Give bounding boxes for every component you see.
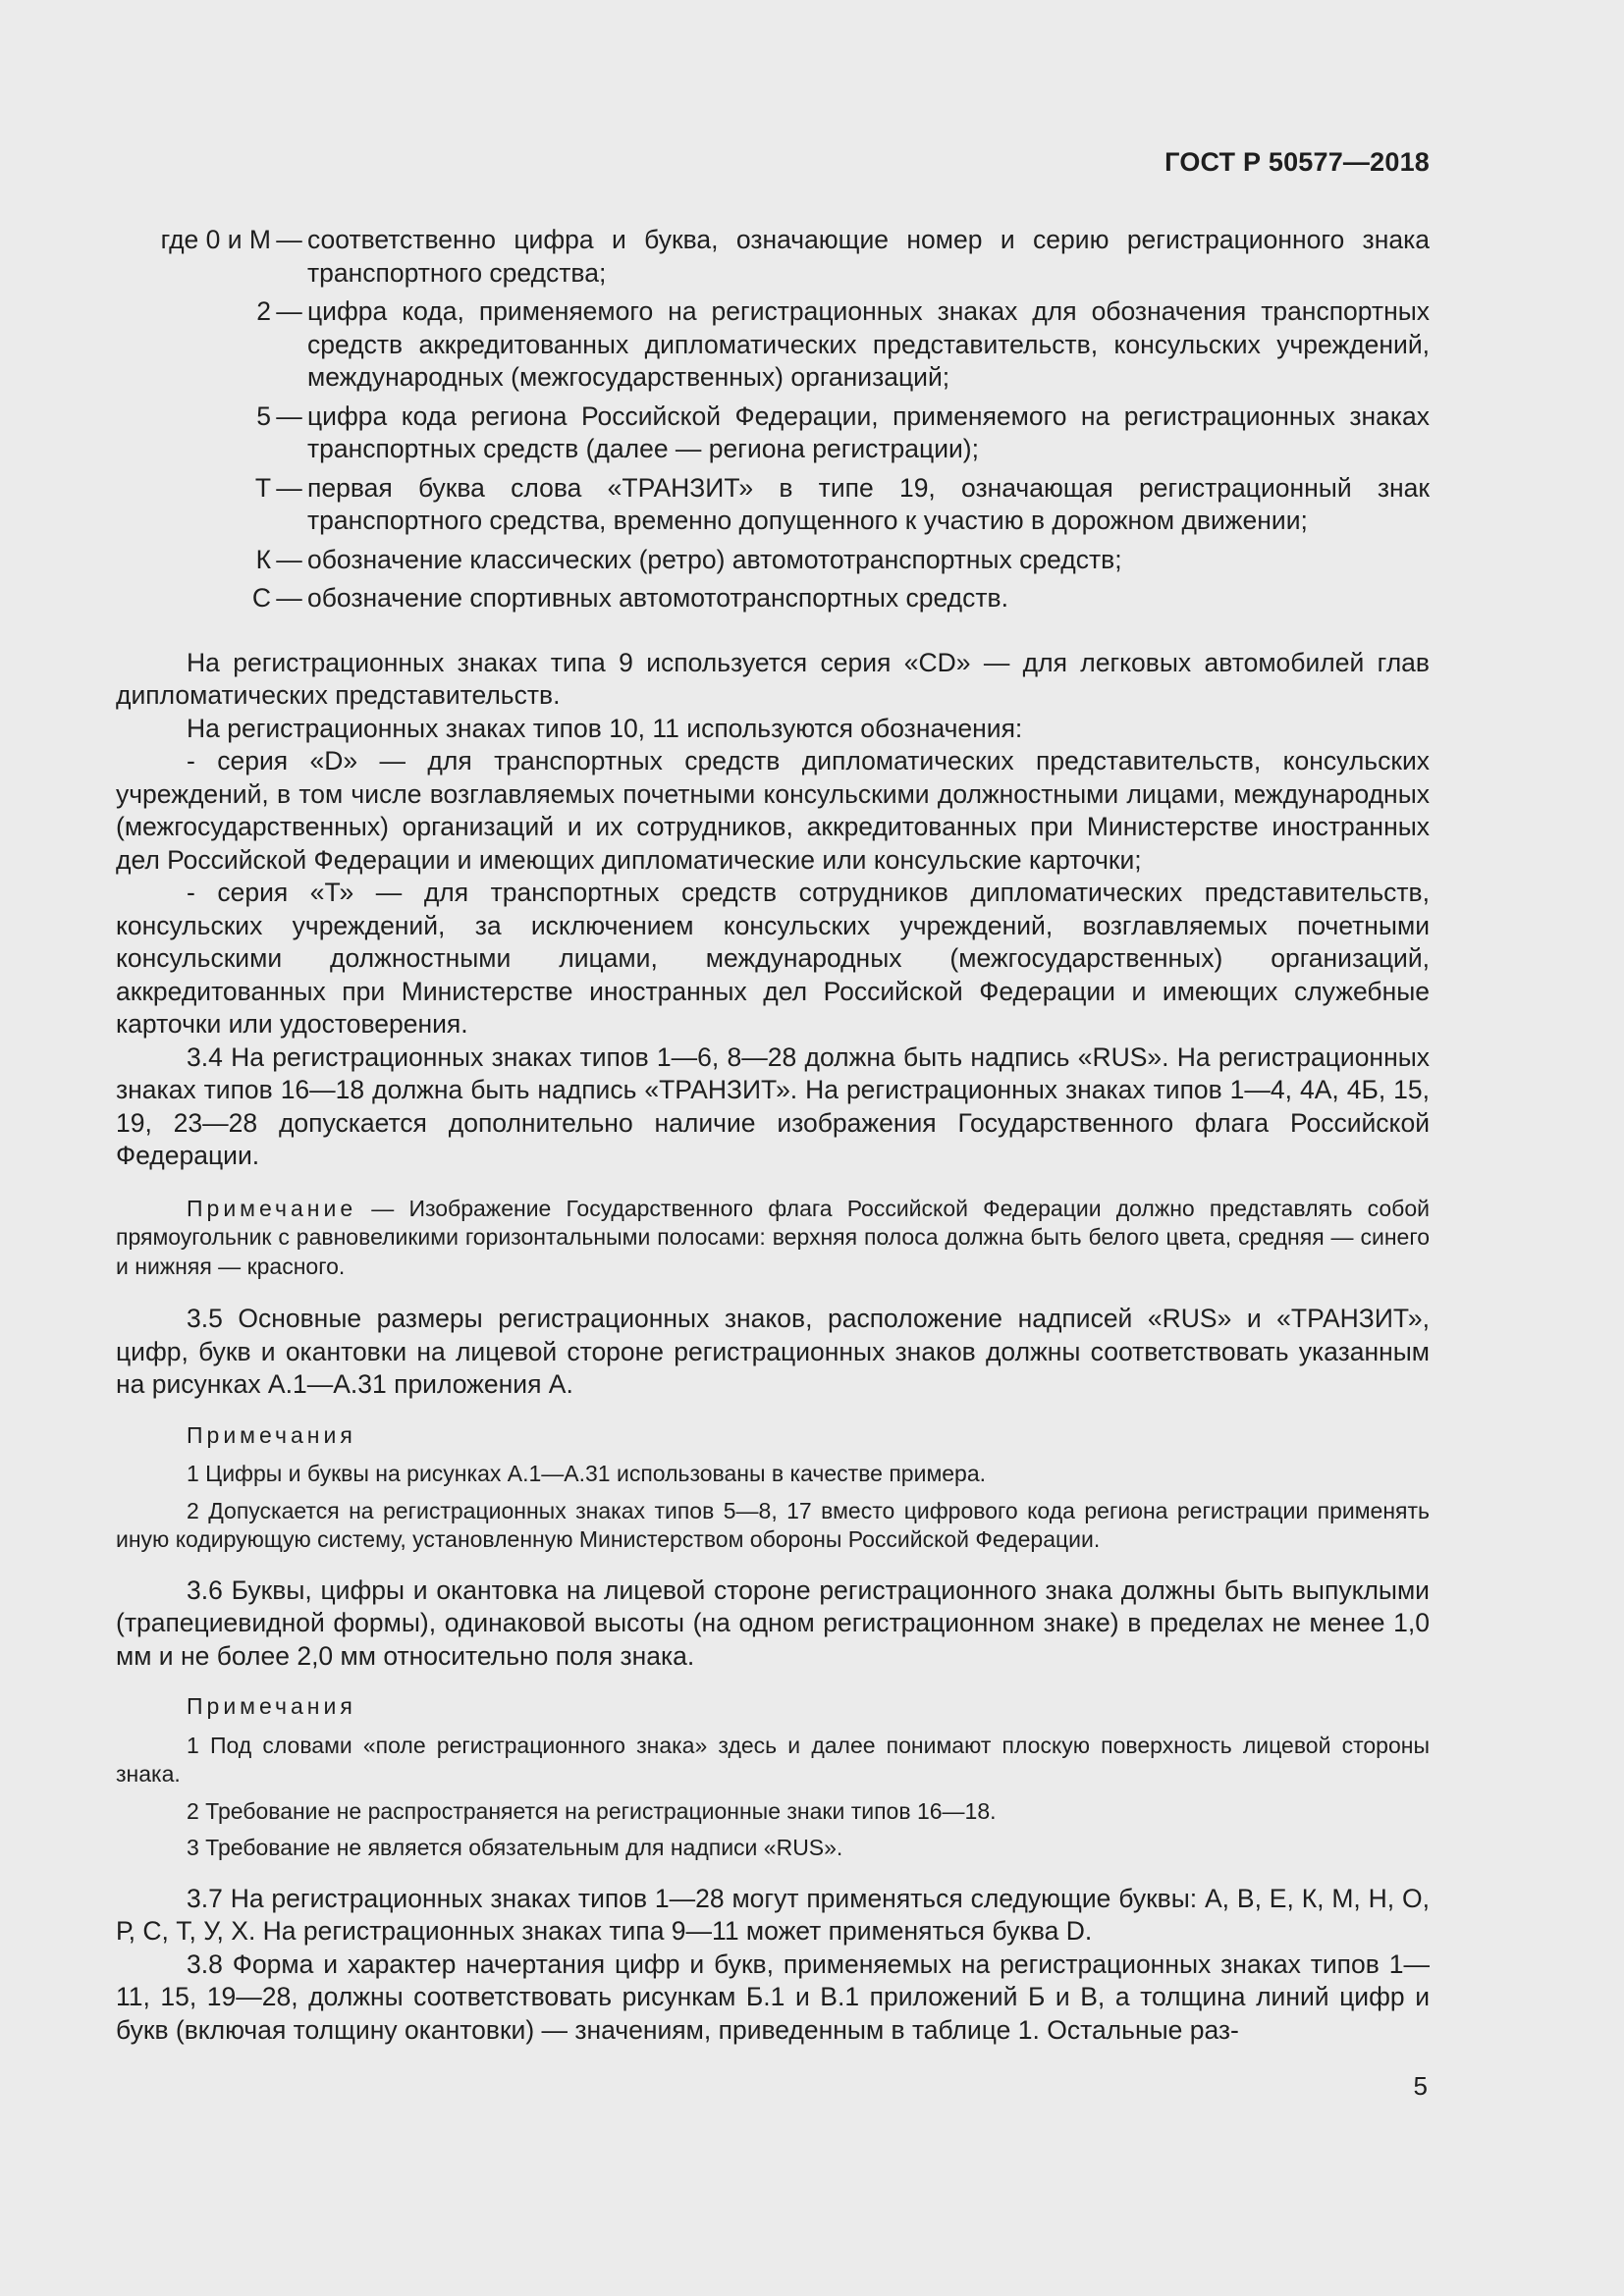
definition-item <box>116 544 1430 577</box>
definition-desc: первая буква слова «ТРАНЗИТ» в типе 19, означающая регистрационный знак транспортного средства, временно допущенного к участию в дорожном движении; <box>307 472 1430 535</box>
document-body <box>116 224 1430 2047</box>
note-item: 1 Под словами «поле регистрационного знака» здесь и далее понимают плоскую поверхность лицевой стороны знака. <box>116 1732 1430 1787</box>
paragraph-3-4: 3.4 На регистрационных знаках типов 1—6, 8—28 должна быть надпись «RUS». На регистрационных знаках типов 16—18 должна быть надпись «ТРАНЗИТ». На регистрационных знаках типов 1—4, 4А, 4Б, 15, 19, 23—28 допускается дополнительно наличие изображения Государственного флага Российской Федерации. <box>116 1041 1430 1170</box>
paragraph-3-7: 3.7 На регистрационных знаках типов 1—28 могут применяться следующие буквы: А, В, Е, К, М, Н, О, Р, С, Т, У, Х. На регистрационных знаках типа 9—11 может применяться буква D. <box>116 1883 1430 1946</box>
definition-desc: цифра кода региона Российской Федерации, применяемого на регистрационных знаках транспортных средств (далее — региона регистрации); <box>307 400 1430 463</box>
definition-dash: — <box>276 472 302 503</box>
definition-item <box>116 472 1430 538</box>
definition-dash: — <box>276 544 302 574</box>
definition-term: С <box>251 583 271 613</box>
definition-dash: — <box>276 296 302 326</box>
definition-desc: соответственно цифра и буква, означающие номер и серию регистрационного знака транспортного средства; <box>307 225 1430 288</box>
definition-term: 2 <box>256 296 271 326</box>
definition-item <box>116 582 1430 615</box>
definition-dash: — <box>276 400 302 431</box>
note-item: 2 Требование не распространяется на регистрационные знаки типов 16—18. <box>187 1797 997 1824</box>
paragraph-types-10-11: На регистрационных знаках типов 10, 11 используются обозначения: <box>187 713 1023 743</box>
paragraph-series-cd: На регистрационных знаках типа 9 используется серия «CD» — для легковых автомобилей глав дипломатических представительств. <box>116 647 1430 710</box>
definition-desc: цифра кода, применяемого на регистрационных знаках для обозначения транспортных средств аккредитованных дипломатических представительств, консульских учреждений, международных (межгосударственных) организаций; <box>307 296 1430 392</box>
definition-dash: — <box>276 583 302 613</box>
document-header: ГОСТ Р 50577—2018 <box>1164 147 1430 177</box>
definition-term: 5 <box>256 400 271 431</box>
notes-heading: Примечания <box>187 1693 356 1719</box>
definition-term: где 0 и М <box>160 225 271 254</box>
definition-desc: обозначение классических (ретро) автомототранспортных средств; <box>307 544 1122 574</box>
note-item: 2 Допускается на регистрационных знаках типов 5—8, 17 вместо цифрового кода региона регистрации применять иную кодирующую систему, установленную Министерством обороны Российской Федерации. <box>116 1497 1430 1552</box>
paragraph-3-5: 3.5 Основные размеры регистрационных знаков, расположение надписей «RUS» и «ТРАНЗИТ», цифр, букв и окантовки на лицевой стороне регистрационных знаков должны соответствовать указанным на рисунках А.1—А.31 приложения А. <box>116 1304 1430 1399</box>
note-item: 3 Требование не является обязательным для надписи «RUS». <box>187 1835 843 1860</box>
paragraph-3-8: 3.8 Форма и характер начертания цифр и букв, применяемых на регистрационных знаках типов 1—11, 15, 19—28, должны соответствовать рисункам Б.1 и В.1 приложений Б и В, а толщина линий цифр и букв (включая толщину окантовки) — значениям, приведенным в таблице 1. Остальные раз- <box>116 1949 1430 2045</box>
definition-desc: обозначение спортивных автомототранспортных средств. <box>307 583 1008 613</box>
definition-item <box>116 295 1430 395</box>
notes-heading: Примечания <box>187 1421 356 1448</box>
note-item: 1 Цифры и буквы на рисунках А.1—А.31 использованы в качестве примера. <box>187 1461 987 1486</box>
definition-item <box>116 400 1430 466</box>
definition-term: Т <box>254 472 271 503</box>
paragraph-3-6: 3.6 Буквы, цифры и окантовка на лицевой стороне регистрационного знака должны быть выпуклыми (трапециевидной формы), одинаковой высоты (на одном регистрационном знаке) в пределах не менее 1,0 мм и не более 2,0 мм относительно поля знака. <box>116 1575 1430 1671</box>
note-heading: Примечание <box>187 1195 357 1221</box>
paragraph-series-d: - серия «D» — для транспортных средств дипломатических представительств, консульских учреждений, в том числе возглавляемых почетными консульскими должностными лицами, международных (межгосударственных) организаций и их сотрудников, аккредитованных при Министерстве иностранных дел Российской Федерации и имеющих дипломатические или консульские карточки; <box>116 746 1430 875</box>
paragraph-series-t: - серия «Т» — для транспортных средств сотрудников дипломатических представительств, консульских учреждений, за исключением консульских учреждений, возглавляемых почетными консульскими должностными лицами, международных (межгосударственных) организаций, аккредитованных при Министерстве иностранных дел Российской Федерации и имеющих служебные карточки или удостоверения. <box>116 878 1430 1039</box>
note-text: — Изображение Государственного флага Российской Федерации должно представлять собой прямоугольник с равновеликими горизонтальными полосами: верхняя полоса должна быть белого цвета, средняя — синего и нижняя — красного. <box>116 1195 1430 1279</box>
definition-dash: — <box>276 225 302 254</box>
page-number: 5 <box>1413 2071 1428 2101</box>
definitions-list <box>116 224 1430 615</box>
note-flag <box>116 1195 1430 1282</box>
definition-item <box>116 224 1430 290</box>
definition-term: К <box>255 544 271 574</box>
